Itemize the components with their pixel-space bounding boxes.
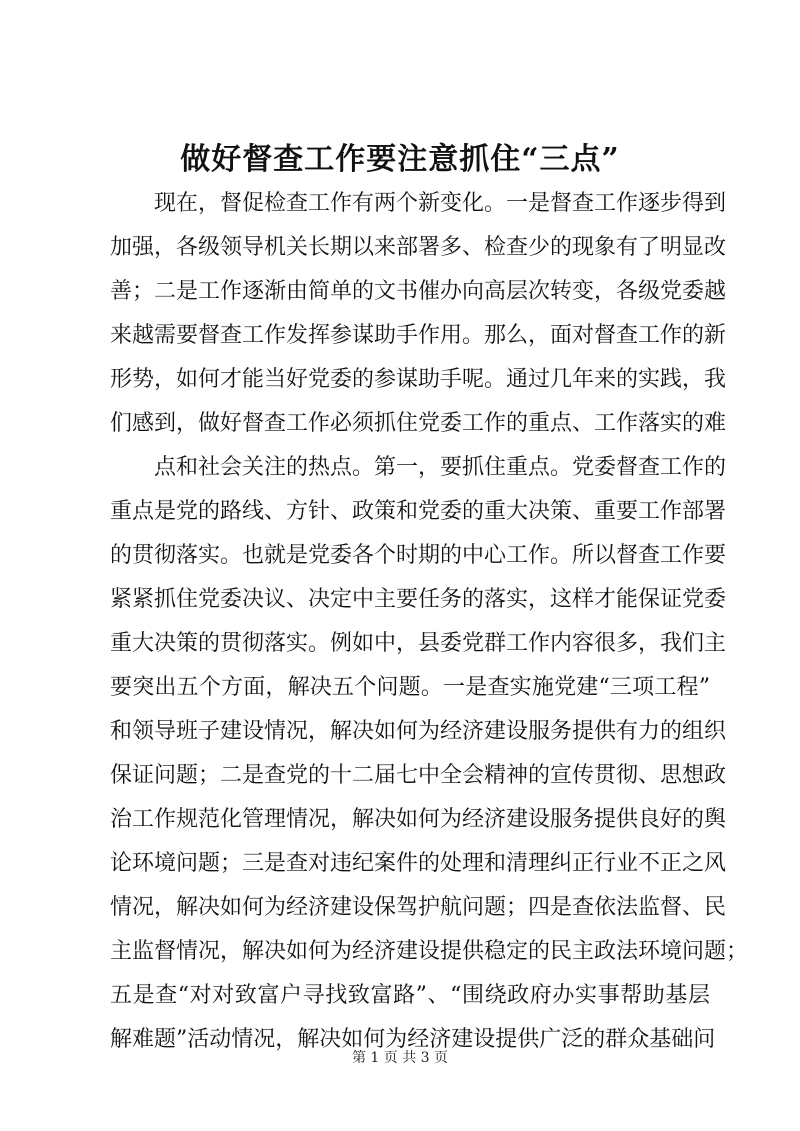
body-line: 来越需要督查工作发挥参谋助手作用。那么，面对督查工作的新	[110, 323, 727, 348]
body-line: 的贯彻落实。也就是党委各个时期的中心工作。所以督查工作要	[110, 543, 727, 568]
body-line: 善；二是工作逐渐由简单的文书催办向高层次转变，各级党委越	[110, 279, 727, 304]
body-line: 现在，督促检查工作有两个新变化。一是督查工作逐步得到	[154, 191, 727, 216]
body-line: 形势，如何才能当好党委的参谋助手呢。通过几年来的实践，我	[110, 367, 727, 392]
body-line: 主监督情况，解决如何为经济建设提供稳定的民主政法环境问题；	[110, 939, 749, 964]
body-line: 情况，解决如何为经济建设保驾护航问题；四是查依法监督、民	[110, 895, 727, 920]
body-line: 们感到，做好督查工作必须抓住党委工作的重点、工作落实的难	[110, 411, 727, 436]
body-line: 保证问题；二是查党的十二届七中全会精神的宣传贯彻、思想政	[110, 763, 727, 788]
page-footer: 第 1 页 共 3 页	[351, 1050, 449, 1066]
body-line: 解难题”活动情况，解决如何为经济建设提供广泛的群众基础问	[110, 1027, 716, 1052]
body-line: 五是查“对对致富户寻找致富路”、“围绕政府办实事帮助基层	[110, 983, 710, 1008]
body-line: 重大决策的贯彻落实。例如中，县委党群工作内容很多，我们主	[110, 631, 727, 656]
body-line: 点和社会关注的热点。第一，要抓住重点。党委督查工作的	[154, 455, 727, 480]
body-line: 要突出五个方面，解决五个问题。一是查实施党建“三项工程”	[110, 675, 710, 700]
body-line: 重点是党的路线、方针、政策和党委的重大决策、重要工作部署	[110, 499, 727, 524]
document-body	[110, 182, 749, 1062]
body-line: 紧紧抓住党委决议、决定中主要任务的落实，这样才能保证党委	[110, 587, 727, 612]
body-line: 论环境问题；三是查对违纪案件的处理和清理纠正行业不正之风	[110, 851, 727, 876]
body-line: 和领导班子建设情况，解决如何为经济建设服务提供有力的组织	[110, 719, 727, 744]
document-title: 做好督查工作要注意抓住“三点”	[180, 142, 620, 177]
body-line: 治工作规范化管理情况，解决如何为经济建设服务提供良好的舆	[110, 807, 727, 832]
body-line: 加强，各级领导机关长期以来部署多、检查少的现象有了明显改	[110, 235, 727, 260]
